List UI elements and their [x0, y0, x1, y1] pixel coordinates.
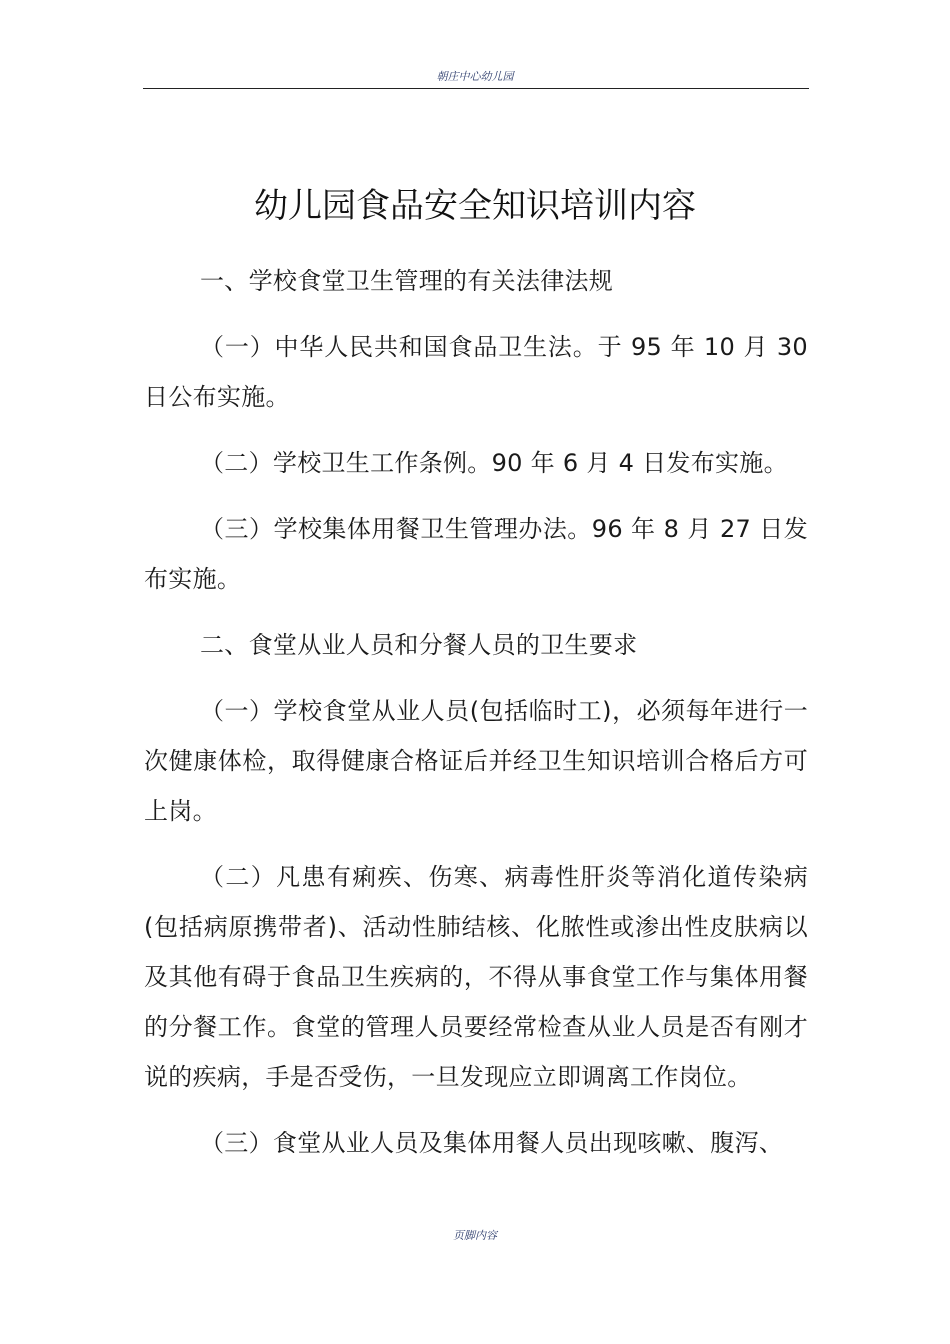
- paragraph-requirement-1: （一）学校食堂从业人员(包括临时工)，必须每年进行一次健康体检，取得健康合格证后并经卫生知识培训合格后方可上岗。: [144, 697, 808, 825]
- paragraph-law-3: （三）学校集体用餐卫生管理办法。96 年 8 月 27 日发布实施。: [144, 515, 808, 593]
- paragraph-requirement-2: （二）凡患有痢疾、伤寒、病毒性肝炎等消化道传染病(包括病原携带者)、活动性肺结核、化脓性或渗出性皮肤病以及其他有碍于食品卫生疾病的，不得从事食堂工作与集体用餐的分餐工作。食堂的管理人员要经常检查从业人员是否有刚才说的疾病，手是否受伤，一旦发现应立即调离工作岗位。: [144, 863, 808, 1091]
- paragraph-law-2: （二）学校卫生工作条例。90 年 6 月 4 日发布实施。: [200, 449, 788, 477]
- paragraph-law-1: （一）中华人民共和国食品卫生法。于 95 年 10 月 30 日公布实施。: [144, 333, 808, 411]
- document-body: [144, 256, 808, 1168]
- page-footer: 页脚内容: [453, 1229, 497, 1242]
- header-divider: [143, 88, 809, 89]
- page-header: 朝庄中心幼儿园: [436, 70, 514, 83]
- section-heading-1: 一、学校食堂卫生管理的有关法律法规: [200, 267, 614, 295]
- document-title: 幼儿园食品安全知识培训内容: [254, 186, 696, 226]
- paragraph-requirement-3: （三）食堂从业人员及集体用餐人员出现咳嗽、腹泻、: [200, 1129, 784, 1157]
- section-heading-2: 二、食堂从业人员和分餐人员的卫生要求: [200, 631, 638, 659]
